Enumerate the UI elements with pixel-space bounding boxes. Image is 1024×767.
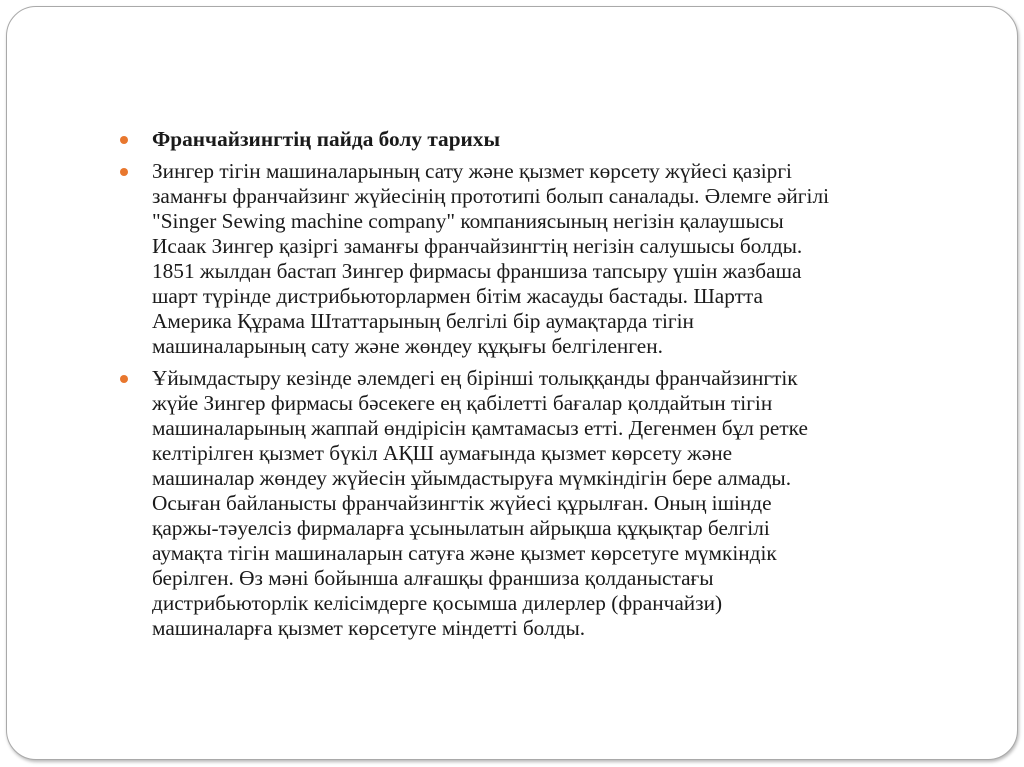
slide-frame <box>6 6 1018 760</box>
paragraph-text: Ұйымдастыру кезінде әлемдегі ең бірінші толыққанды франчайзингтік жүйе Зингер фирмасы бәсекеге ең қабілетті бағалар қолдайтын тігін машиналарының жаппай өндірісін қамтамасыз етті. Дегенмен бұл ретке келтірілген қызмет бүкіл АҚШ аумағында қызмет көрсету және машиналар жөндеу жүйесін ұйымдастыруға мүмкіндігін бере алмады. Осыған байланысты франчайзингтік жүйесі құрылған. Оның ішінде қаржы-тәуелсіз фирмаларға ұсынылатын айрықша құқықтар белгілі аумақта тігін машиналарын сатуға және қызмет көрсетуге мүмкіндік берілген. Өз мәні бойынша алғашқы франшиза қолданыстағы дистрибьюторлік келісімдерге қосымша дилерлер (франчайзи) машиналарға қызмет көрсетуге міндетті болды. <box>152 366 808 640</box>
slide-heading: Франчайзингтің пайда болу тарихы <box>152 127 501 151</box>
bullet-item-paragraph <box>119 159 949 359</box>
bullet-item-heading <box>119 127 949 152</box>
bullet-dot-icon <box>120 136 128 144</box>
bullet-dot-icon <box>120 375 128 383</box>
bullet-list <box>119 127 949 648</box>
bullet-item-paragraph <box>119 366 949 641</box>
bullet-dot-icon <box>120 168 128 176</box>
paragraph-text: Зингер тігін машиналарының сату және қызмет көрсету жүйесі қазіргі заманғы франчайзинг жүйесінің прототипі болып саналады. Әлемге әйгілі "Singer Sewing machine company" компаниясының негізін қалаушысы Исаак Зингер қазіргі заманғы франчайзингтің негізін салушысы болды. 1851 жылдан бастап Зингер фирмасы франшиза тапсыру үшін жазбаша шарт түрінде дистрибьюторлармен бітім жасауды бастады. Шартта Америка Құрама Штаттарының белгілі бір аумақтарда тігін машиналарының сату және жөндеу құқығы белгіленген. <box>152 159 829 358</box>
